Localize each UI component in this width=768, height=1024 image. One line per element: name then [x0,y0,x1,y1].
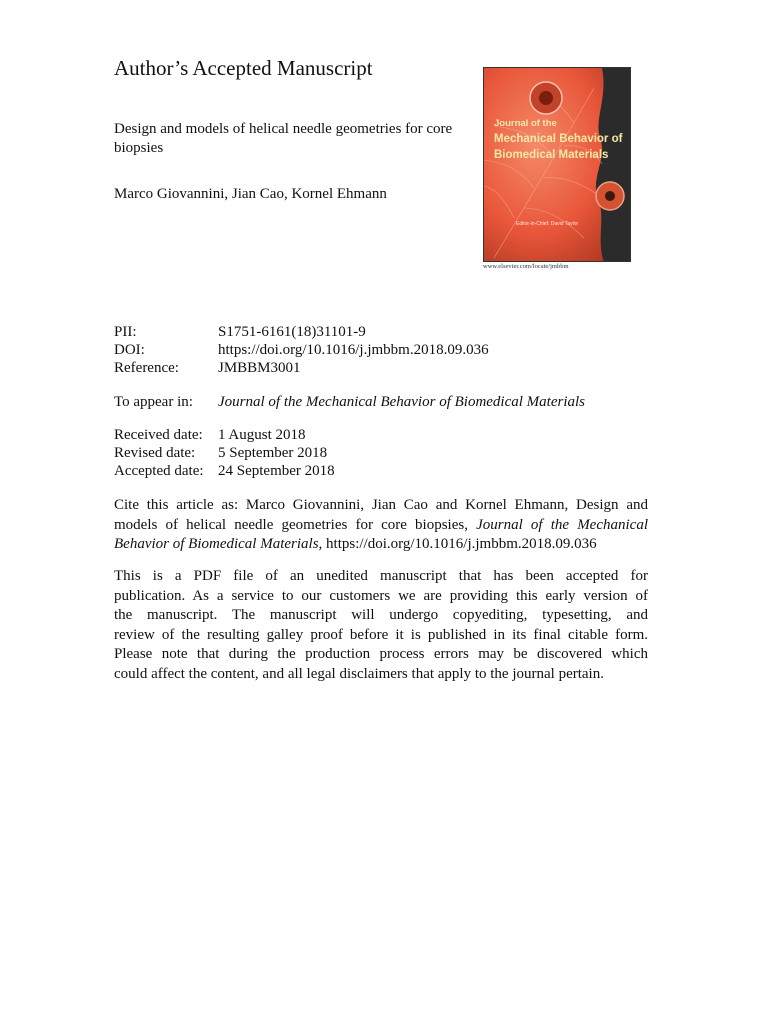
meta-appear [114,393,585,411]
meta-pii [114,323,366,341]
reference-label: Reference: [114,360,179,376]
cite-line-3a: Behavior of Biomedical Materials, [114,536,323,552]
meta-reference [114,359,301,377]
cite-line-2a: models of helical needle geometries for core biopsies, [114,516,477,533]
received-value: 1 August 2018 [218,427,306,443]
meta-received [114,426,306,444]
pii-label: PII: [114,324,137,340]
cite-line-1: Cite this article as: Marco Giovannini, Jian Cao and Kornel Ehmann, Design and [114,497,648,513]
pii-value: S1751-6161(18)31101-9 [218,324,366,340]
cover-url: www.elsevier.com/locate/jmbbm [483,263,569,270]
header-title: Author’s Accepted Manuscript [114,56,373,80]
notice-line-2: publication. As a service to our customers we are providing this early version of [114,587,648,604]
appear-value: Journal of the Mechanical Behavior of Biomedical Materials [218,394,586,410]
cite-line-3 [114,535,648,555]
authors: Marco Giovannini, Jian Cao, Kornel Ehmann [114,186,387,202]
doi-value[interactable]: https://doi.org/10.1016/j.jmbbm.2018.09.036 [218,342,489,358]
notice-line-3: the manuscript. The manuscript will undergo copyediting, typesetting, and [114,607,648,623]
notice-line-1: This is a PDF file of an unedited manuscript that has been accepted for [114,568,648,584]
citation-paragraph [114,496,648,555]
cover-journal-line2: Mechanical Behavior of [494,133,623,145]
notice-line-5: Please note that during the production process errors may be discovered which [114,646,648,662]
notice-line-6: could affect the content, and all legal disclaimers that apply to the journal pertain. [114,665,604,682]
notice-line-4: review of the resulting galley proof before it is published in its final citable form. [114,626,648,643]
appear-label: To appear in: [114,394,193,410]
received-label: Received date: [114,427,203,443]
notice-paragraph [114,567,648,684]
meta-revised [114,444,327,462]
cite-line-3b: https://doi.org/10.1016/j.jmbbm.2018.09.036 [322,536,597,552]
revised-label: Revised date: [114,445,196,461]
cover-journal-line3: Biomedical Materials [494,149,609,161]
revised-value: 5 September 2018 [218,445,328,461]
cover-editor: Editor-in-Chief: David Taylor [516,221,579,227]
cover-journal-line1: Journal of the [494,118,557,129]
meta-doi [114,341,489,359]
accepted-label: Accepted date: [114,463,204,479]
article-title: Design and models of helical needle geometries for core biopsies [114,121,453,156]
doi-label: DOI: [114,342,145,358]
cover-artwork [484,68,631,262]
cite-line-2 [114,516,648,536]
meta-accepted [114,462,335,480]
accepted-value: 24 September 2018 [218,463,335,479]
reference-value: JMBBM3001 [218,360,301,376]
journal-cover [483,67,631,262]
cite-line-2b: Journal of the Mechanical [476,516,648,533]
